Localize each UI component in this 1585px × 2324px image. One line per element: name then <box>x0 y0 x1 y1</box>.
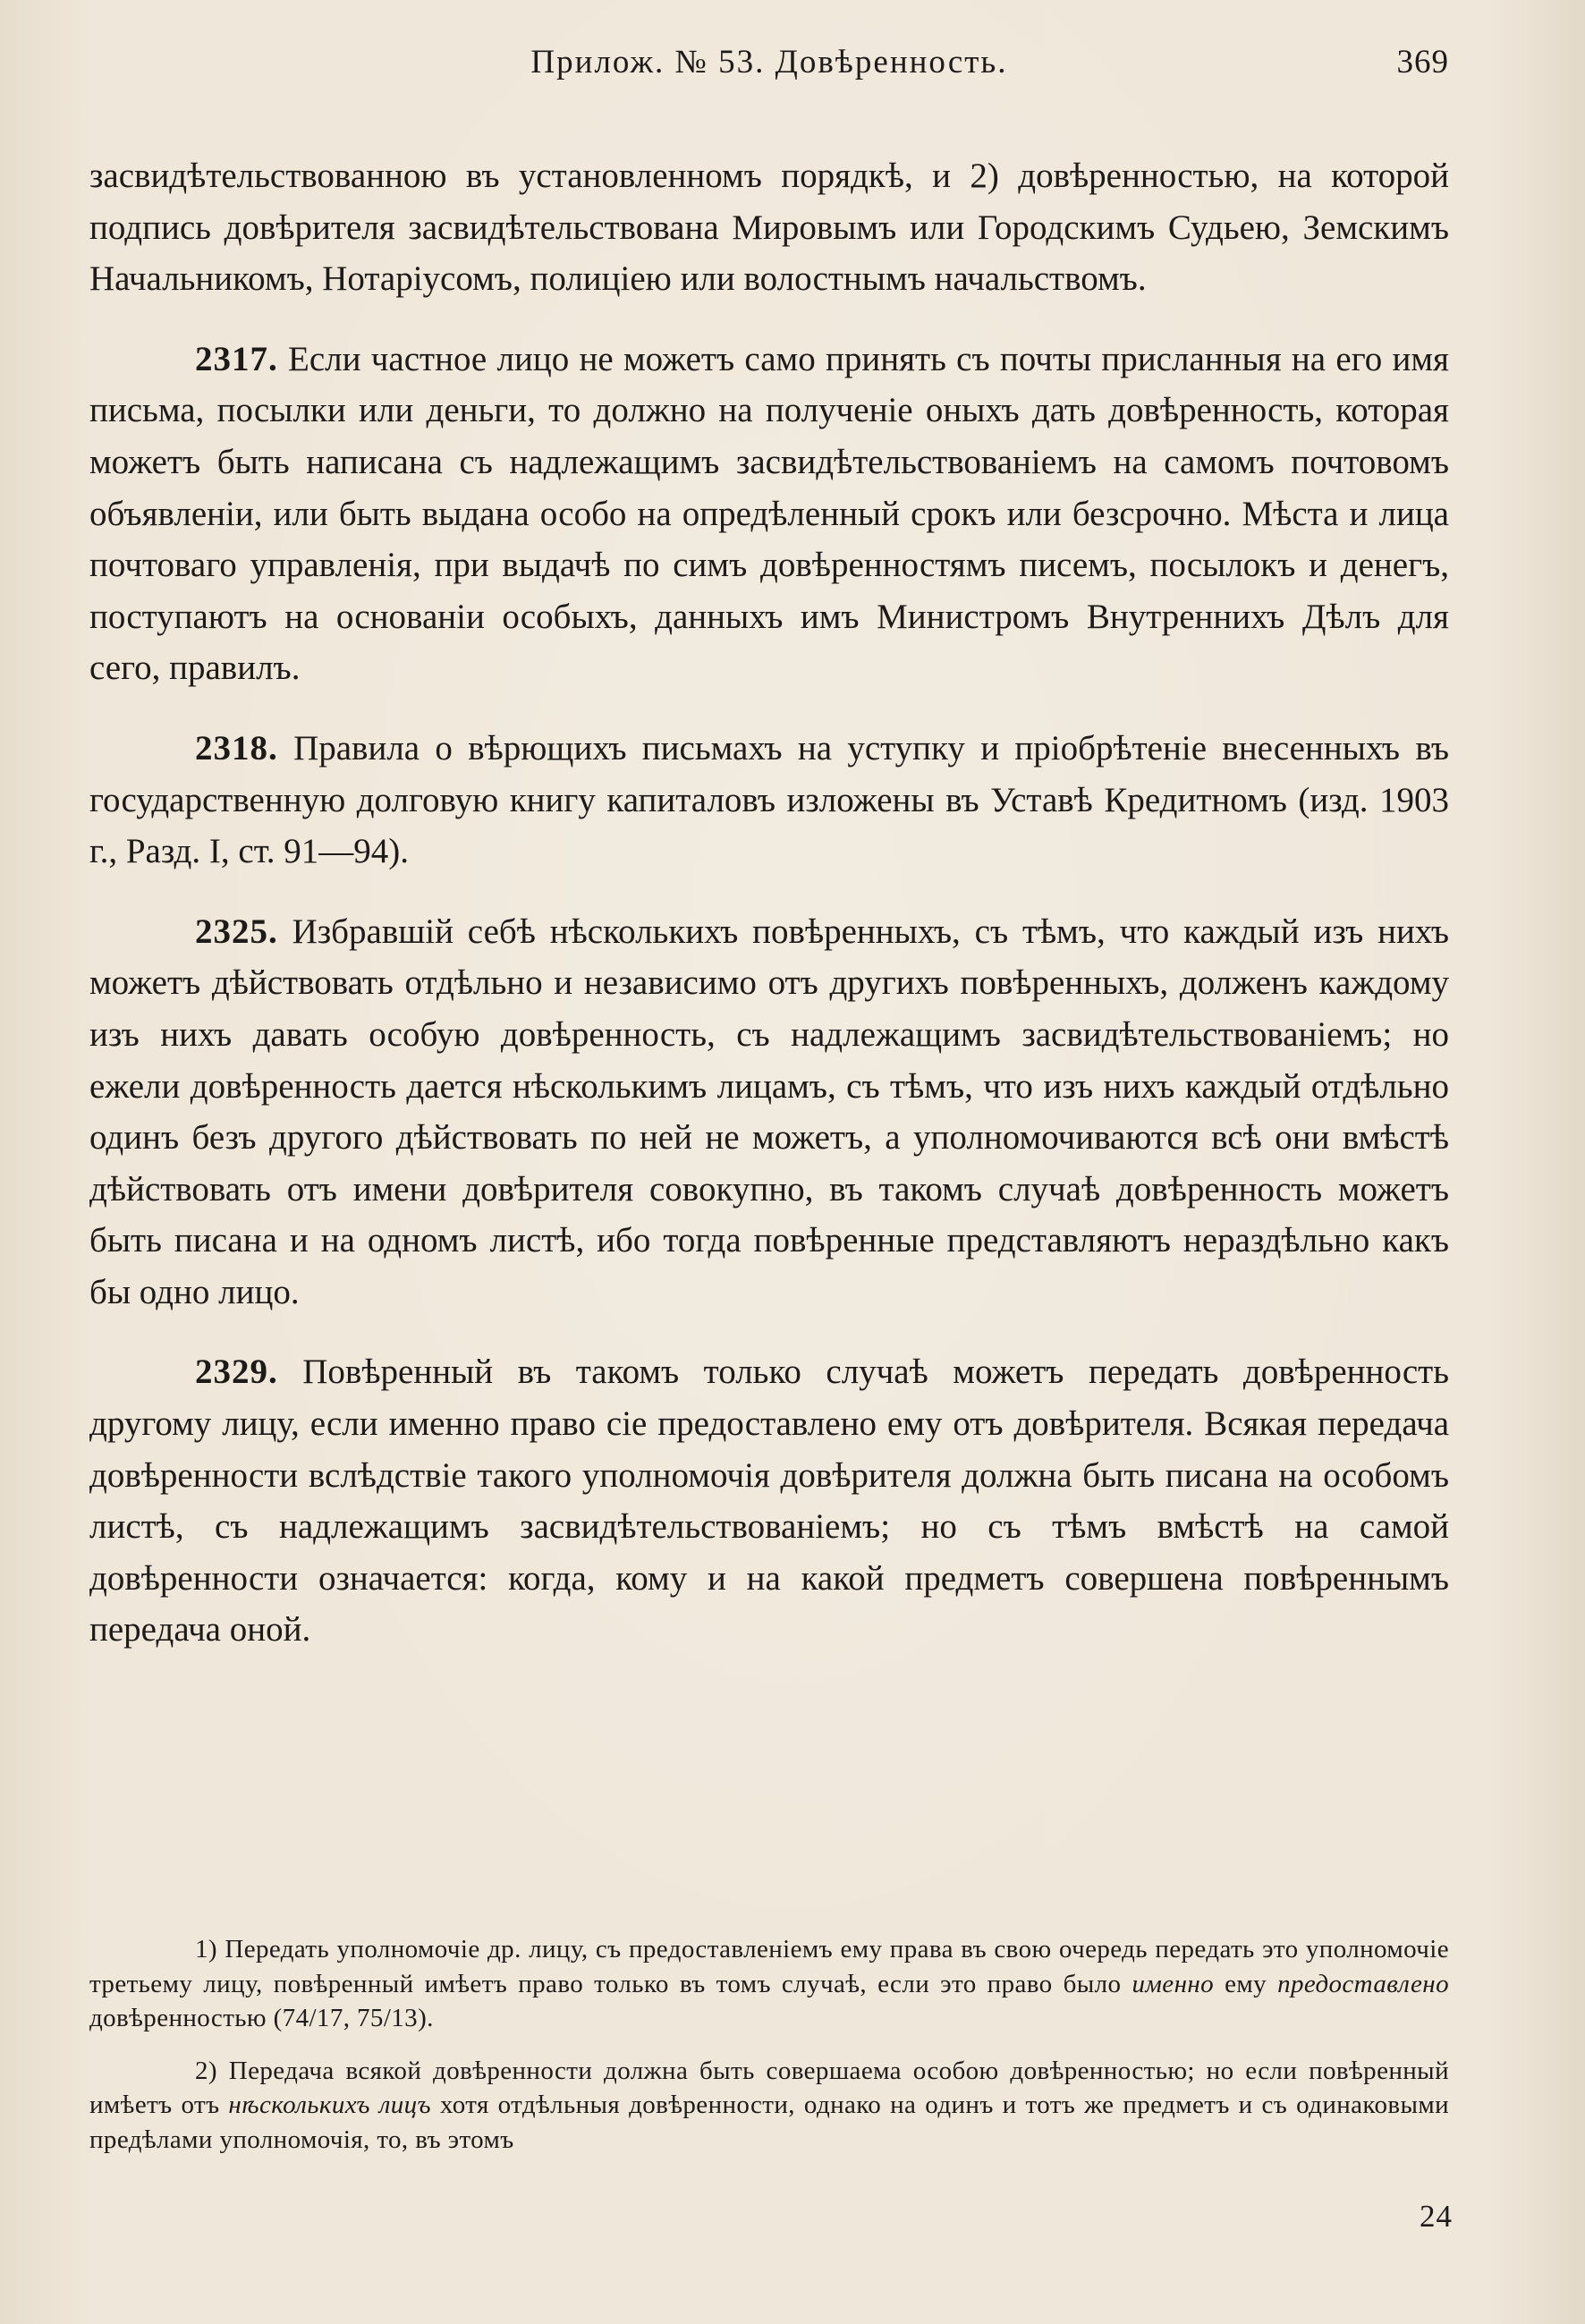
paragraph-text: Повѣренный въ такомъ только случаѣ можетъ передать довѣренность другому лицу, если именно право сіе предоставлено ему отъ довѣрителя. Всякая передача довѣренности вслѣдствіе такого уполномочія довѣрителя должна быть писана на особомъ листѣ, съ надлежащимъ засвидѣтельствованіемъ; но съ тѣмъ вмѣстѣ на самой довѣренности означается: когда, кому и на какой предметъ совершена повѣреннымъ передача оной. <box>89 1353 1450 1650</box>
article-2329 <box>89 1346 1449 1656</box>
article-number: 2317. <box>195 339 278 378</box>
article-2325 <box>89 906 1449 1319</box>
article-2318 <box>89 723 1449 878</box>
footnote-text: 2) Передача всякой довѣренности должна быть совершаема особою довѣренностью; но если повѣренный имѣетъ отъ <box>89 2056 1449 2119</box>
paragraph-text: засвидѣтельствованною въ установленномъ порядкѣ, и 2) довѣренностью, на которой подпись довѣрителя засвидѣтельствована Мировымъ или Городскимъ Судьею, Земскимъ Начальникомъ, Нотаріусомъ, полиціею или волостнымъ начальствомъ. <box>89 157 1449 299</box>
footnote-italic: именно <box>1132 1969 1215 1998</box>
footnote-italic: нѣсколькихъ лицъ <box>228 2091 432 2119</box>
footnote-text: 1) Передать уполномочіе др. лицу, съ предоставленіемъ ему права въ свою очередь передать это уполномочіе третьему лицу, повѣренный имѣетъ право только въ томъ случаѣ, если это право было <box>89 1935 1449 1998</box>
running-title: Прилож. № 53. Довѣренность. <box>530 44 1008 81</box>
page-number: 369 <box>1396 44 1449 81</box>
body-text <box>89 150 1449 1656</box>
article-number: 2318. <box>195 728 278 768</box>
article-2317 <box>89 334 1449 694</box>
paragraph-text: Правила о вѣрющихъ письмахъ на уступку и пріобрѣтеніе внесенныхъ въ государственную долговую книгу капиталовъ изложены въ Уставѣ Кредитномъ (изд. 1903 г., Разд. I, ст. 91—94). <box>89 728 1449 871</box>
running-head <box>89 43 1449 97</box>
footnote-italic: предоставлено <box>1277 1969 1449 1998</box>
article-number: 2329. <box>195 1353 278 1392</box>
paragraph-text: Избравшій себѣ нѣсколькихъ повѣренныхъ, съ тѣмъ, что каждый изъ нихъ можетъ дѣйствовать отдѣльно и независимо отъ другихъ повѣренныхъ, долженъ каждому изъ нихъ давать особую довѣренность, съ надлежащимъ засвидѣтельствованіемъ; но ежели довѣренность дается нѣсколькимъ лицамъ, съ тѣмъ, что изъ нихъ каждый отдѣльно одинъ безъ другого дѣйствовать по ней не можетъ, а уполномочиваются всѣ они вмѣстѣ дѣйствовать отъ имени довѣрителя совокупно, въ такомъ случаѣ довѣренность можетъ быть писана и на одномъ листѣ, ибо тогда повѣренные представляютъ нераздѣльно какъ бы одно лицо. <box>89 912 1449 1311</box>
signature-mark: 24 <box>1420 2199 1453 2234</box>
footnote-text: ему <box>1214 1969 1278 1998</box>
footnote-2 <box>89 2054 1449 2158</box>
article-number: 2325. <box>195 912 278 951</box>
footnotes <box>89 1932 1449 2157</box>
footnote-text: довѣренностью (74/17, 75/13). <box>89 2004 434 2032</box>
footnote-1 <box>89 1932 1449 2036</box>
paragraph-continuation <box>89 150 1449 305</box>
footnote-text: хотя отдѣльныя довѣренности, однако на одинъ и тотъ же предметъ и съ одинаковыми предѣлами уполномочія, то, въ этомъ <box>89 2091 1450 2154</box>
paragraph-text: Если частное лицо не можетъ само принять съ почты присланныя на его имя письма, посылки или деньги, то должно на полученіе оныхъ дать довѣренность, которая можетъ быть написана съ надлежащимъ засвидѣтельствованіемъ на самомъ почтовомъ объявленіи, или быть выдана особо на опредѣленный срокъ или безсрочно. Мѣста и лица почтоваго управленія, при выдачѣ по симъ довѣренностямъ писемъ, посылокъ и денегъ, поступаютъ на основаніи особыхъ, данныхъ имъ Министромъ Внутреннихъ Дѣлъ для сего, правилъ. <box>89 339 1449 688</box>
